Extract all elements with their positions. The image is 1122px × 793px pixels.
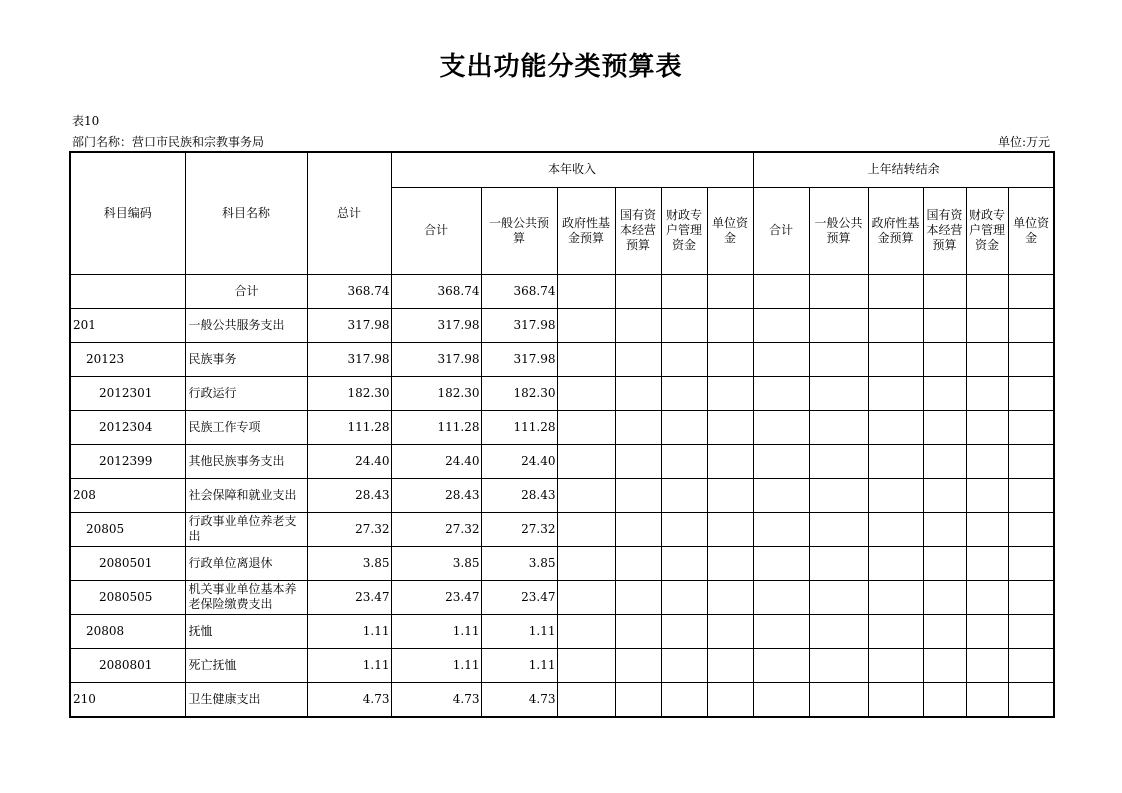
row-code: 20123 xyxy=(70,342,185,376)
header-prior-state-capital-budget: 国有资本经营预算 xyxy=(923,187,966,274)
row-sum: 317.98 xyxy=(391,342,481,376)
header-general-budget: 一般公共预算 xyxy=(481,187,557,274)
row-code: 2080501 xyxy=(70,546,185,580)
row-name: 社会保障和就业支出 xyxy=(185,478,307,512)
row-total: 182.30 xyxy=(307,376,391,410)
row-total: 23.47 xyxy=(307,580,391,614)
row-total: 1.11 xyxy=(307,648,391,682)
row-name: 民族事务 xyxy=(185,342,307,376)
row-general-budget: 1.11 xyxy=(481,648,557,682)
header-prior-unit-funds: 单位资金 xyxy=(1008,187,1054,274)
row-general-budget: 27.32 xyxy=(481,512,557,546)
row-total: 28.43 xyxy=(307,478,391,512)
row-general-budget: 111.28 xyxy=(481,410,557,444)
header-sum: 合计 xyxy=(391,187,481,274)
row-code xyxy=(70,274,185,308)
header-current-year: 本年收入 xyxy=(391,152,753,187)
row-sum: 28.43 xyxy=(391,478,481,512)
budget-table xyxy=(69,151,1055,718)
row-total: 24.40 xyxy=(307,444,391,478)
table-row xyxy=(70,274,1054,308)
header-prior-special-account: 财政专户管理资金 xyxy=(966,187,1008,274)
row-code: 2080801 xyxy=(70,648,185,682)
row-sum: 4.73 xyxy=(391,682,481,717)
row-general-budget: 23.47 xyxy=(481,580,557,614)
row-general-budget: 28.43 xyxy=(481,478,557,512)
row-name: 机关事业单位基本养老保险缴费支出 xyxy=(185,580,307,614)
row-sum: 24.40 xyxy=(391,444,481,478)
header-total: 总计 xyxy=(307,152,391,274)
table-row xyxy=(70,648,1054,682)
row-name: 死亡抚恤 xyxy=(185,648,307,682)
unit-label: 单位:万元 xyxy=(997,135,1050,149)
row-total: 3.85 xyxy=(307,546,391,580)
row-name: 一般公共服务支出 xyxy=(185,308,307,342)
row-total: 27.32 xyxy=(307,512,391,546)
row-general-budget: 317.98 xyxy=(481,342,557,376)
row-code: 208 xyxy=(70,478,185,512)
row-general-budget: 182.30 xyxy=(481,376,557,410)
row-sum: 182.30 xyxy=(391,376,481,410)
row-sum: 1.11 xyxy=(391,648,481,682)
row-general-budget: 24.40 xyxy=(481,444,557,478)
row-sum: 23.47 xyxy=(391,580,481,614)
header-fund-budget: 政府性基金预算 xyxy=(557,187,615,274)
row-general-budget: 1.11 xyxy=(481,614,557,648)
row-code: 20808 xyxy=(70,614,185,648)
header-prior-sum: 合计 xyxy=(753,187,809,274)
row-total: 4.73 xyxy=(307,682,391,717)
row-general-budget: 317.98 xyxy=(481,308,557,342)
header-prior-fund-budget: 政府性基金预算 xyxy=(868,187,923,274)
row-name: 行政运行 xyxy=(185,376,307,410)
row-name: 其他民族事务支出 xyxy=(185,444,307,478)
table-row xyxy=(70,376,1054,410)
header-code: 科目编码 xyxy=(70,152,185,274)
row-name: 抚恤 xyxy=(185,614,307,648)
row-code: 2012304 xyxy=(70,410,185,444)
row-name: 合计 xyxy=(185,274,307,308)
table-row xyxy=(70,478,1054,512)
row-sum: 27.32 xyxy=(391,512,481,546)
row-sum: 368.74 xyxy=(391,274,481,308)
row-code: 210 xyxy=(70,682,185,717)
table-row xyxy=(70,410,1054,444)
row-total: 1.11 xyxy=(307,614,391,648)
header-unit-funds: 单位资金 xyxy=(707,187,753,274)
row-code: 2012301 xyxy=(70,376,185,410)
row-general-budget: 368.74 xyxy=(481,274,557,308)
header-prior-year: 上年结转结余 xyxy=(753,152,1054,187)
row-total: 317.98 xyxy=(307,342,391,376)
header-name: 科目名称 xyxy=(185,152,307,274)
header-state-capital-budget: 国有资本经营预算 xyxy=(615,187,661,274)
row-code: 201 xyxy=(70,308,185,342)
row-total: 317.98 xyxy=(307,308,391,342)
table-row xyxy=(70,614,1054,648)
table-row xyxy=(70,342,1054,376)
row-sum: 3.85 xyxy=(391,546,481,580)
row-code: 2012399 xyxy=(70,444,185,478)
row-total: 111.28 xyxy=(307,410,391,444)
row-sum: 1.11 xyxy=(391,614,481,648)
row-name: 行政事业单位养老支出 xyxy=(185,512,307,546)
row-name: 行政单位离退休 xyxy=(185,546,307,580)
row-name: 民族工作专项 xyxy=(185,410,307,444)
row-general-budget: 4.73 xyxy=(481,682,557,717)
table-row xyxy=(70,444,1054,478)
department-name: 部门名称：营口市民族和宗教事务局 xyxy=(72,135,265,149)
table-row xyxy=(70,546,1054,580)
row-name: 卫生健康支出 xyxy=(185,682,307,717)
table-row xyxy=(70,512,1054,546)
page-title: 支出功能分类预算表 xyxy=(439,52,683,82)
table-row xyxy=(70,682,1054,717)
row-sum: 111.28 xyxy=(391,410,481,444)
header-prior-general-budget: 一般公共预算 xyxy=(809,187,868,274)
row-general-budget: 3.85 xyxy=(481,546,557,580)
table-row xyxy=(70,308,1054,342)
row-sum: 317.98 xyxy=(391,308,481,342)
row-code: 2080505 xyxy=(70,580,185,614)
row-total: 368.74 xyxy=(307,274,391,308)
header-special-account: 财政专户管理资金 xyxy=(661,187,707,274)
table-row xyxy=(70,580,1054,614)
row-code: 20805 xyxy=(70,512,185,546)
table-number: 表10 xyxy=(72,114,100,128)
